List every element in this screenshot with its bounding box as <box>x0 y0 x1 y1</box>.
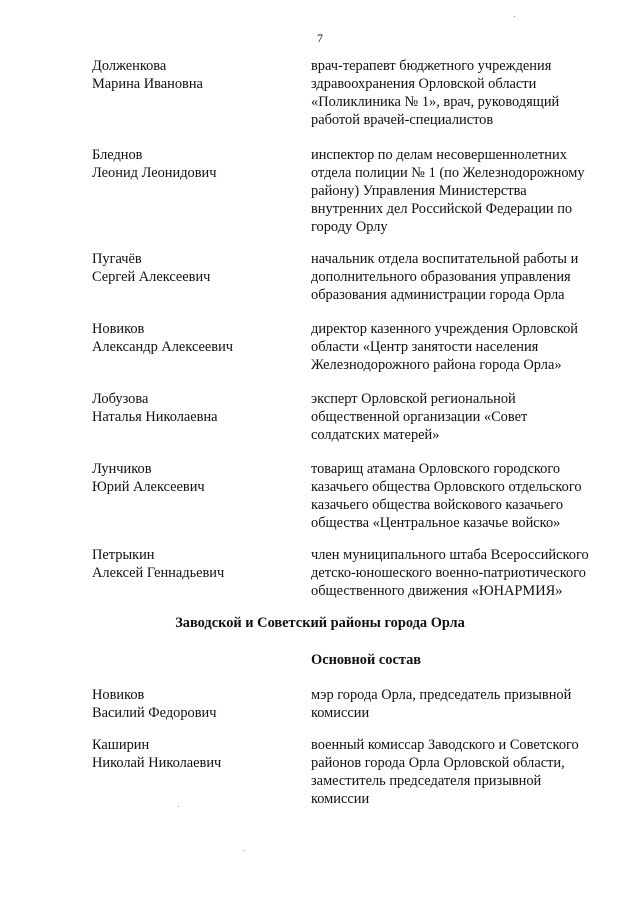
position-line: внутренних дел Российской Федерации по <box>311 201 573 217</box>
member-surname: Новиков <box>92 321 145 337</box>
scan-speck <box>178 806 179 807</box>
member-name <box>92 146 292 182</box>
member-surname: Бледнов <box>92 147 143 163</box>
position-line: казачьего общества Орловского отдельского <box>311 479 582 495</box>
position-line: начальник отдела воспитательной работы и <box>311 251 579 267</box>
position-line: здравоохранения Орловской области <box>311 76 537 92</box>
position-line: мэр города Орла, председатель призывной <box>311 687 572 703</box>
member-given-names: Александр Алексеевич <box>92 339 234 355</box>
position-line: образования администрации города Орла <box>311 287 565 303</box>
member-surname: Лобузова <box>92 391 149 407</box>
member-name <box>92 57 292 93</box>
member-given-names: Леонид Леонидович <box>92 165 217 181</box>
page-number: 7 <box>317 31 323 45</box>
member-position <box>311 57 611 129</box>
member-position <box>311 686 611 722</box>
member-position <box>311 146 611 236</box>
position-line: отдела полиции № 1 (по Железнодорожному <box>311 165 585 181</box>
member-name <box>92 736 292 772</box>
position-line: заместитель председателя призывной <box>311 773 542 789</box>
position-line: городу Орлу <box>311 219 388 235</box>
member-given-names: Юрий Алексеевич <box>92 479 205 495</box>
position-line: комиссии <box>311 705 370 721</box>
position-line: солдатских матерей» <box>311 427 440 443</box>
position-line: эксперт Орловской региональной <box>311 391 516 407</box>
position-line: общественной организации «Совет <box>311 409 528 425</box>
member-surname: Лунчиков <box>92 461 152 477</box>
position-line: товарищ атамана Орловского городского <box>311 461 561 477</box>
member-name <box>92 460 292 496</box>
member-given-names: Наталья Николаевна <box>92 409 218 425</box>
position-line: детско-юношеского военно-патриотического <box>311 565 586 581</box>
position-line: казачьего общества войскового казачьего <box>311 497 564 513</box>
scan-speck <box>514 16 515 17</box>
position-line: врач-терапевт бюджетного учреждения <box>311 58 552 74</box>
member-position <box>311 250 611 304</box>
member-surname: Новиков <box>92 687 145 703</box>
position-line: инспектор по делам несовершеннолетних <box>311 147 567 163</box>
position-line: общественного движения «ЮНАРМИЯ» <box>311 583 563 599</box>
position-line: районов города Орла Орловской области, <box>311 755 565 771</box>
member-given-names: Марина Ивановна <box>92 76 203 92</box>
member-position <box>311 390 611 444</box>
member-position <box>311 736 611 808</box>
member-given-names: Алексей Геннадьевич <box>92 565 225 581</box>
member-name <box>92 546 292 582</box>
member-surname: Каширин <box>92 737 150 753</box>
position-line: работой врачей-специалистов <box>311 112 494 128</box>
position-line: району) Управления Министерства <box>311 183 527 199</box>
position-line: член муниципального штаба Всероссийского <box>311 547 589 563</box>
position-line: «Поликлиника № 1», врач, руководящий <box>311 94 560 110</box>
position-line: общества «Центральное казачье войско» <box>311 515 561 531</box>
member-name <box>92 686 292 722</box>
member-surname: Пугачёв <box>92 251 142 267</box>
position-line: дополнительного образования управления <box>311 269 571 285</box>
member-surname: Долженкова <box>92 58 167 74</box>
position-line: военный комиссар Заводского и Советского <box>311 737 579 753</box>
section-heading: Заводской и Советский районы города Орла <box>175 615 465 631</box>
position-line: комиссии <box>311 791 370 807</box>
member-given-names: Василий Федорович <box>92 705 217 721</box>
member-name <box>92 320 292 356</box>
member-name <box>92 390 292 426</box>
position-line: области «Центр занятости населения <box>311 339 539 355</box>
position-line: директор казенного учреждения Орловской <box>311 321 578 337</box>
scan-speck <box>244 850 245 851</box>
member-position <box>311 546 611 600</box>
member-position <box>311 460 611 532</box>
member-name <box>92 250 292 286</box>
member-surname: Петрыкин <box>92 547 155 563</box>
section-subheading: Основной состав <box>311 652 422 668</box>
member-position <box>311 320 611 374</box>
member-given-names: Сергей Алексеевич <box>92 269 211 285</box>
member-given-names: Николай Николаевич <box>92 755 222 771</box>
position-line: Железнодорожного района города Орла» <box>311 357 562 373</box>
